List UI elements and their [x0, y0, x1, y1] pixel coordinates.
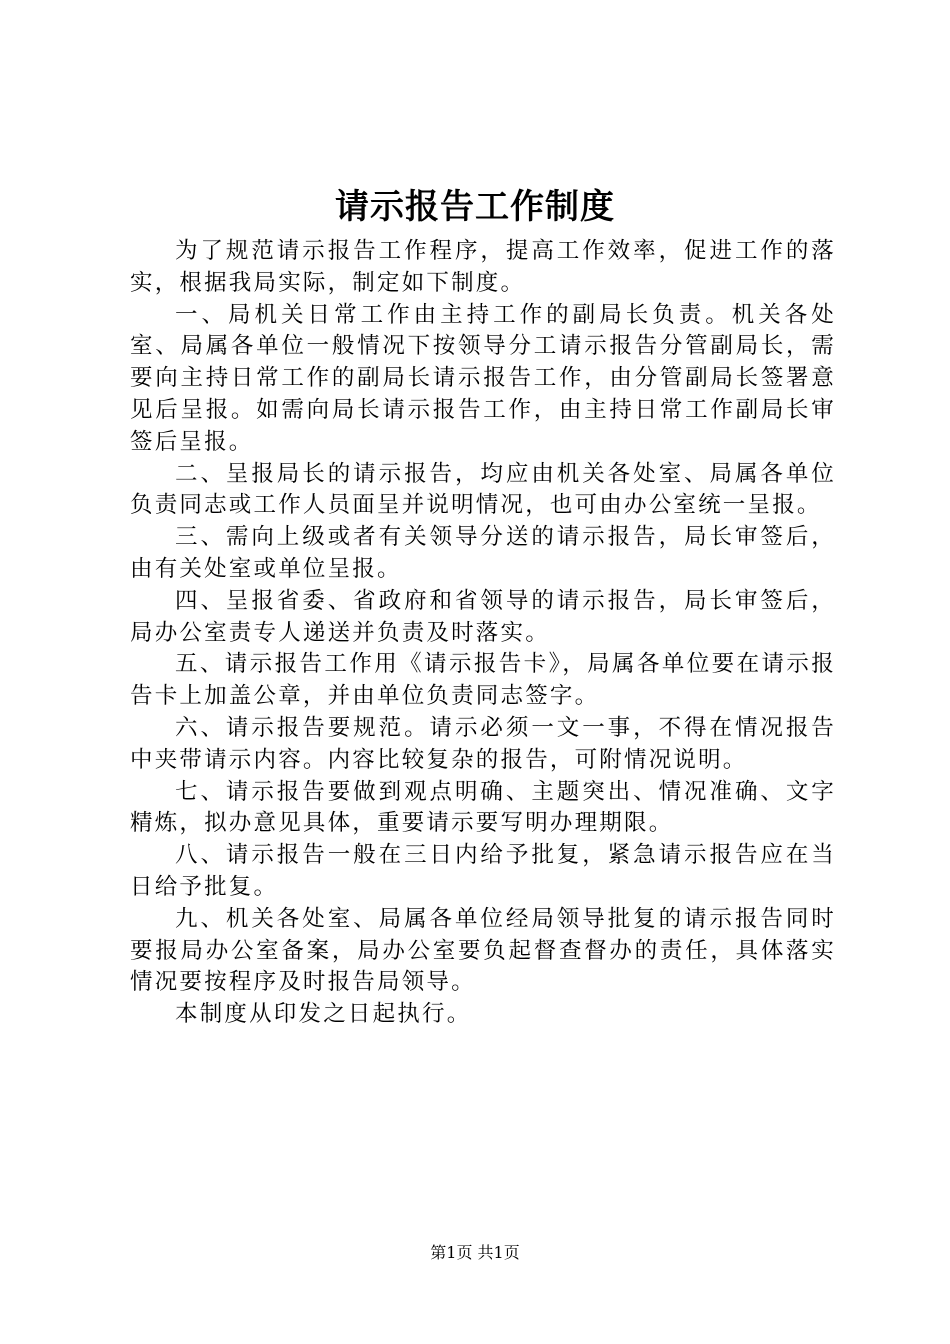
paragraph-item-6: 六、请示报告要规范。请示必须一文一事，不得在情况报告中夹带请示内容。内容比较复杂的报告，可附情况说明。 — [130, 714, 836, 773]
paragraph-item-4: 四、呈报省委、省政府和省领导的请示报告，局长审签后，局办公室责专人递送并负责及时落实。 — [130, 587, 836, 646]
paragraph-item-3: 三、需向上级或者有关领导分送的请示报告，局长审签后，由有关处室或单位呈报。 — [130, 524, 836, 582]
paragraph-intro: 为了规范请示报告工作程序，提高工作效率，促进工作的落实，根据我局实际，制定如下制度。 — [130, 238, 836, 296]
paragraph-item-9: 九、机关各处室、局属各单位经局领导批复的请示报告同时要报局办公室备案，局办公室要负起督查督办的责任，具体落实情况要按程序及时报告局领导。 — [130, 905, 836, 996]
paragraph-item-2: 二、呈报局长的请示报告，均应由机关各处室、局属各单位负责同志或工作人员面呈并说明情况，也可由办公室统一呈报。 — [130, 460, 836, 519]
document-title: 请示报告工作制度 — [335, 187, 615, 227]
document-body — [130, 236, 836, 1031]
page-footer: 第1页 共1页 — [430, 1243, 520, 1262]
paragraph-item-7: 七、请示报告要做到观点明确、主题突出、情况准确、文字精炼，拟办意见具体，重要请示要写明办理期限。 — [130, 778, 836, 837]
paragraph-item-8: 八、请示报告一般在三日内给予批复，紧急请示报告应在当日给予批复。 — [130, 842, 836, 900]
paragraph-item-1: 一、局机关日常工作由主持工作的副局长负责。机关各处室、局属各单位一般情况下按领导分工请示报告分管副局长，需要向主持日常工作的副局长请示报告工作，由分管副局长签署意见后呈报。如需向局长请示报告工作，由主持日常工作副局长审签后呈报。 — [130, 301, 836, 455]
paragraph-item-5: 五、请示报告工作用《请示报告卡》，局属各单位要在请示报告卡上加盖公章，并由单位负责同志签字。 — [130, 651, 836, 710]
paragraph-closing: 本制度从印发之日起执行。 — [175, 1001, 472, 1028]
